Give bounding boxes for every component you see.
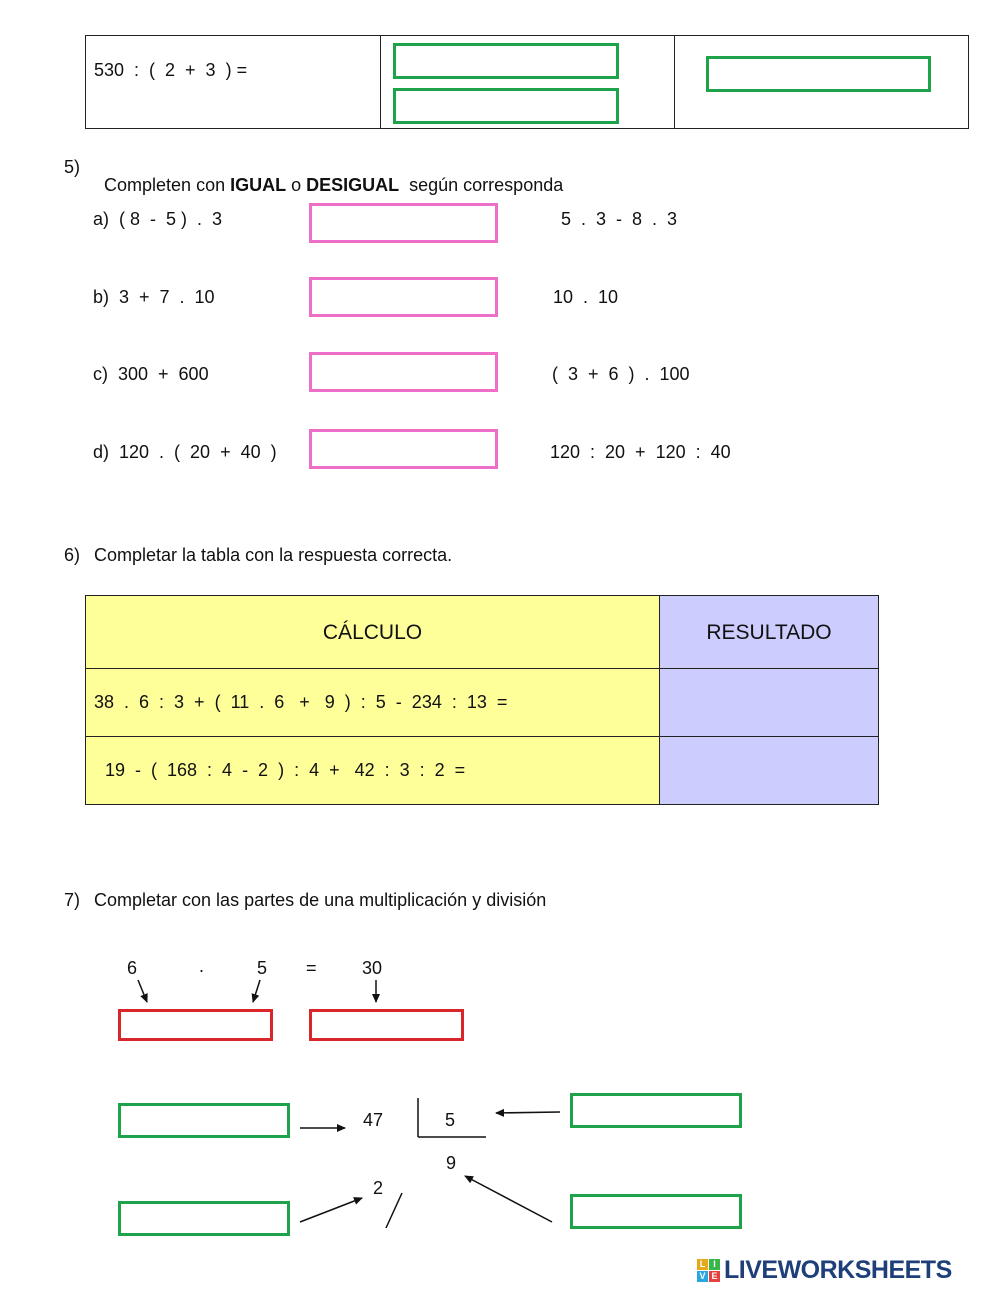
liveworksheets-logo[interactable]: [697, 1257, 993, 1285]
logo-letter-l: L: [697, 1259, 708, 1270]
section7-number: 7): [64, 890, 81, 910]
top-result-answer-box[interactable]: [706, 56, 931, 92]
table-row-1-calc: [85, 668, 660, 737]
header-calc-label: CÁLCULO: [322, 621, 423, 644]
section5-igual: IGUAL: [230, 175, 287, 195]
division-divisor-answer-box[interactable]: [570, 1093, 742, 1128]
row-b-left: b) 3 + 7 . 10: [93, 287, 215, 307]
division-remainder-answer-box[interactable]: [118, 1201, 290, 1236]
top-step-2-answer-box[interactable]: [393, 88, 619, 124]
top-expression: 530 : ( 2 + 3 ) =: [94, 60, 248, 80]
row-b-answer-box[interactable]: [309, 277, 498, 317]
division-divisor: 5: [445, 1110, 456, 1130]
arrow-remainder: [300, 1198, 362, 1222]
table-row-1-result[interactable]: [659, 668, 879, 737]
mult-product-answer-box[interactable]: [309, 1009, 464, 1041]
section6-title: Completar la tabla con la respuesta correcta.: [94, 545, 453, 565]
mult-result: 30: [362, 958, 383, 978]
table-header-result: [659, 595, 879, 669]
division-quotient: 9: [446, 1153, 457, 1173]
top-step-1-answer-box[interactable]: [393, 43, 619, 79]
section6-number: 6): [64, 545, 81, 565]
section5-number: 5): [64, 157, 81, 177]
table-row-2-calc: [85, 736, 660, 805]
row-d-right: 120 : 20 + 120 : 40: [550, 442, 731, 462]
row-c-right: ( 3 + 6 ) . 100: [552, 364, 690, 384]
division-quotient-answer-box[interactable]: [570, 1194, 742, 1229]
division-dividend: 47: [363, 1110, 384, 1130]
top-table-cell-expression: [85, 35, 381, 129]
section5-instruction: [94, 158, 563, 194]
row-c-left: c) 300 + 600: [93, 364, 209, 384]
remainder-slash: [386, 1193, 402, 1228]
logo-text: LIVEWORKSHEETS: [724, 1256, 952, 1284]
row-a-right: 5 . 3 - 8 . 3: [561, 209, 678, 229]
row-d-answer-box[interactable]: [309, 429, 498, 469]
table-header-calc: [85, 595, 660, 669]
row1-calc-text: 38 . 6 : 3 + ( 11 . 6 + 9 ) : 5 - 234 : 13 =: [94, 692, 508, 712]
mult-dot: .: [199, 956, 205, 976]
division-remainder: 2: [373, 1178, 384, 1198]
logo-icon: [697, 1259, 721, 1283]
logo-letter-i: I: [709, 1259, 720, 1270]
mult-equals: =: [306, 958, 317, 978]
section5-prefix: Completen con: [104, 175, 231, 195]
section5-o: o: [286, 175, 307, 195]
division-dividend-answer-box[interactable]: [118, 1103, 290, 1138]
row2-calc-text: 19 - ( 168 : 4 - 2 ) : 4 + 42 : 3 : 2 =: [105, 760, 466, 780]
mult-factors-answer-box[interactable]: [118, 1009, 273, 1041]
logo-letter-e: E: [709, 1271, 720, 1282]
section5-desigual: DESIGUAL: [306, 175, 400, 195]
arrow-factor-b: [253, 980, 260, 1002]
table-row-2-result[interactable]: [659, 736, 879, 805]
row-a-left: a) ( 8 - 5 ) . 3: [93, 209, 223, 229]
arrow-quotient: [465, 1176, 552, 1222]
header-result-label: RESULTADO: [706, 621, 832, 644]
logo-letter-v: V: [697, 1271, 708, 1282]
mult-factor-b: 5: [257, 958, 268, 978]
mult-factor-a: 6: [127, 958, 138, 978]
row-d-left: d) 120 . ( 20 + 40 ): [93, 442, 277, 462]
arrow-factor-a: [138, 980, 147, 1002]
row-c-answer-box[interactable]: [309, 352, 498, 392]
row-b-right: 10 . 10: [553, 287, 619, 307]
section7-title: Completar con las partes de una multiplicación y división: [94, 890, 547, 910]
row-a-answer-box[interactable]: [309, 203, 498, 243]
arrow-divisor: [496, 1112, 560, 1113]
section5-suffix: según corresponda: [399, 175, 564, 195]
